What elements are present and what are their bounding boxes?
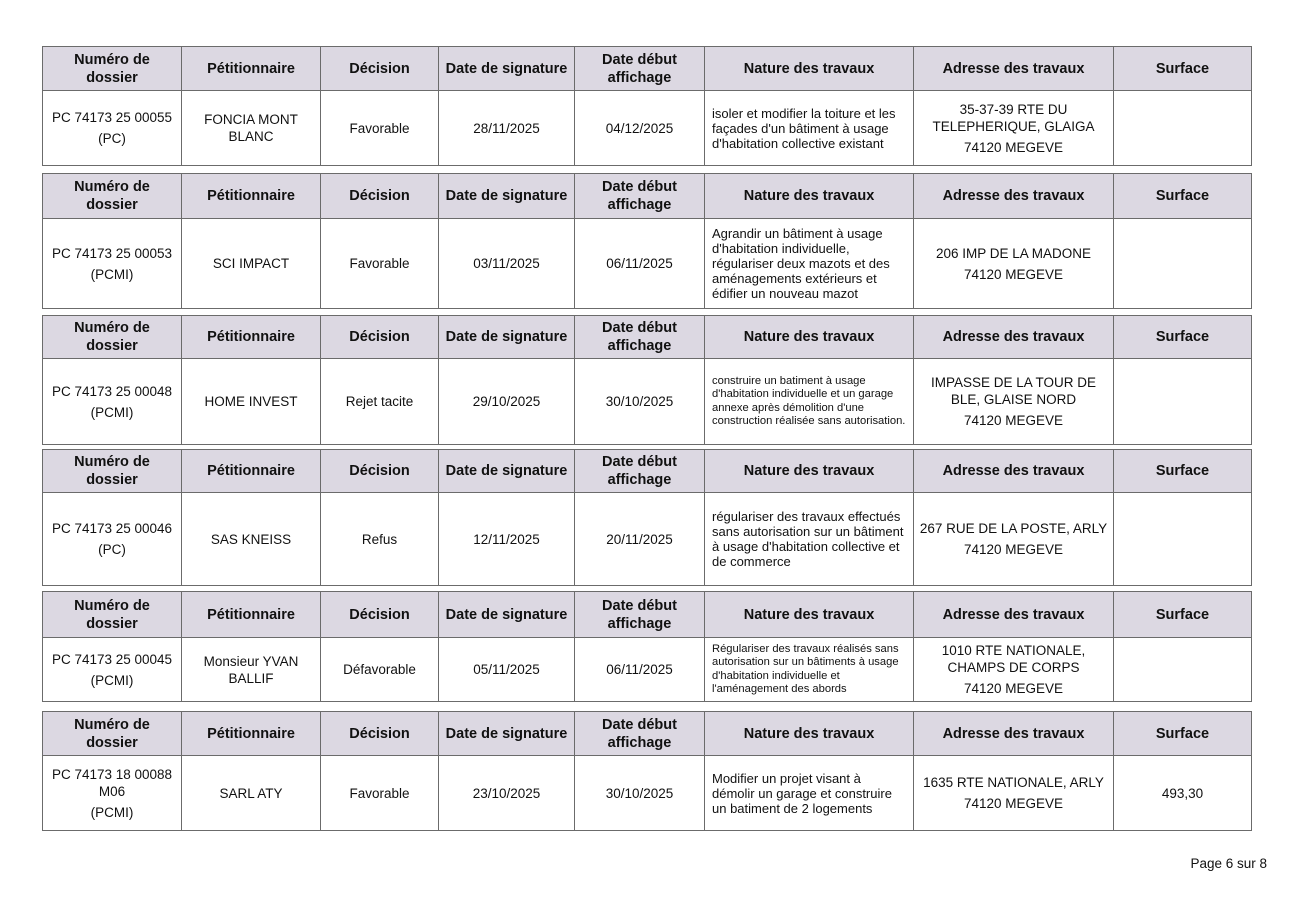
header-surface: Surface	[1114, 712, 1252, 756]
petitionnaire-cell: SARL ATY	[182, 756, 321, 831]
nature-cell: Régulariser des travaux réalisés sans autorisation sur un bâtiments à usage d'habitation individuelle et l'aménagement des abords	[705, 638, 914, 702]
header-surface: Surface	[1114, 316, 1252, 359]
header-dossier: Numéro de dossier	[43, 450, 182, 493]
header-nature: Nature des travaux	[705, 592, 914, 638]
table-row	[43, 638, 1252, 702]
table-row	[43, 756, 1252, 831]
date-affichage-cell: 30/10/2025	[575, 756, 705, 831]
header-surface: Surface	[1114, 450, 1252, 493]
header-petitionnaire: Pétitionnaire	[182, 316, 321, 359]
dossier-type: (PC)	[98, 131, 126, 146]
permit-record-table	[42, 449, 1252, 586]
table-row	[43, 219, 1252, 309]
header-adresse: Adresse des travaux	[914, 174, 1114, 219]
dossier-number: PC 74173 25 00045	[51, 651, 173, 667]
adresse-street: 35-37-39 RTE DU TELEPHERIQUE, GLAIGA	[932, 101, 1095, 134]
dossier-cell	[43, 91, 182, 166]
header-adresse: Adresse des travaux	[914, 47, 1114, 91]
header-date-affichage: Date début affichage	[575, 47, 705, 91]
header-date-signature: Date de signature	[439, 174, 575, 219]
header-row	[43, 316, 1252, 359]
date-signature-cell: 23/10/2025	[439, 756, 575, 831]
decision-cell: Refus	[321, 493, 439, 586]
dossier-cell	[43, 493, 182, 586]
petitionnaire-cell: HOME INVEST	[182, 359, 321, 445]
date-affichage-cell: 30/10/2025	[575, 359, 705, 445]
adresse-cell	[914, 359, 1114, 445]
decision-cell: Rejet tacite	[321, 359, 439, 445]
date-affichage-cell: 06/11/2025	[575, 638, 705, 702]
dossier-cell	[43, 638, 182, 702]
permit-record-table	[42, 591, 1252, 702]
header-date-signature: Date de signature	[439, 712, 575, 756]
header-nature: Nature des travaux	[705, 174, 914, 219]
header-petitionnaire: Pétitionnaire	[182, 174, 321, 219]
date-signature-cell: 12/11/2025	[439, 493, 575, 586]
header-date-signature: Date de signature	[439, 47, 575, 91]
header-dossier: Numéro de dossier	[43, 316, 182, 359]
decision-cell: Favorable	[321, 91, 439, 166]
header-dossier: Numéro de dossier	[43, 712, 182, 756]
header-surface: Surface	[1114, 592, 1252, 638]
dossier-type: (PCMI)	[90, 266, 134, 282]
header-decision: Décision	[321, 592, 439, 638]
nature-cell: Modifier un projet visant à démolir un garage et construire un batiment de 2 logements	[705, 756, 914, 831]
header-adresse: Adresse des travaux	[914, 592, 1114, 638]
adresse-city: 74120 MEGEVE	[963, 266, 1064, 282]
dossier-type: (PCMI)	[90, 804, 134, 820]
nature-cell: isoler et modifier la toiture et les façades d'un bâtiment à usage d'habitation collective existant	[705, 91, 914, 166]
header-date-affichage: Date début affichage	[575, 316, 705, 359]
header-petitionnaire: Pétitionnaire	[182, 712, 321, 756]
surface-cell	[1114, 91, 1252, 166]
header-decision: Décision	[321, 174, 439, 219]
header-date-affichage: Date début affichage	[575, 592, 705, 638]
header-dossier: Numéro de dossier	[43, 174, 182, 219]
header-dossier: Numéro de dossier	[43, 47, 182, 91]
date-affichage-cell: 04/12/2025	[575, 91, 705, 166]
date-affichage-cell: 06/11/2025	[575, 219, 705, 309]
adresse-cell	[914, 493, 1114, 586]
nature-cell: régulariser des travaux effectués sans autorisation sur un bâtiment à usage d'habitation collective et de commerce	[705, 493, 914, 586]
date-signature-cell: 29/10/2025	[439, 359, 575, 445]
adresse-street: IMPASSE DE LA TOUR DE BLE, GLAISE NORD	[930, 375, 1097, 407]
header-adresse: Adresse des travaux	[914, 316, 1114, 359]
header-dossier: Numéro de dossier	[43, 592, 182, 638]
adresse-street: 1010 RTE NATIONALE, CHAMPS DE CORPS	[941, 643, 1086, 675]
surface-cell	[1114, 219, 1252, 309]
date-signature-cell: 28/11/2025	[439, 91, 575, 166]
dossier-number: PC 74173 25 00048	[51, 383, 173, 399]
header-petitionnaire: Pétitionnaire	[182, 450, 321, 493]
adresse-street: 267 RUE DE LA POSTE, ARLY	[919, 521, 1108, 536]
header-row	[43, 450, 1252, 493]
decision-cell: Défavorable	[321, 638, 439, 702]
header-date-affichage: Date début affichage	[575, 712, 705, 756]
date-signature-cell: 03/11/2025	[439, 219, 575, 309]
header-petitionnaire: Pétitionnaire	[182, 47, 321, 91]
permit-record-table	[42, 711, 1252, 831]
adresse-city: 74120 MEGEVE	[963, 796, 1064, 811]
adresse-cell	[914, 756, 1114, 831]
dossier-type: (PC)	[98, 542, 126, 557]
header-decision: Décision	[321, 316, 439, 359]
petitionnaire-cell: SCI IMPACT	[182, 219, 321, 309]
adresse-street: 1635 RTE NATIONALE, ARLY	[923, 775, 1104, 790]
page-number: Page 6 sur 8	[1190, 856, 1267, 871]
header-row	[43, 712, 1252, 756]
petitionnaire-cell: Monsieur YVAN BALLIF	[182, 638, 321, 702]
adresse-cell	[914, 219, 1114, 309]
permit-record-table	[42, 46, 1252, 166]
header-adresse: Adresse des travaux	[914, 450, 1114, 493]
date-signature-cell: 05/11/2025	[439, 638, 575, 702]
dossier-cell	[43, 756, 182, 831]
surface-cell	[1114, 638, 1252, 702]
dossier-number: PC 74173 25 00046	[51, 521, 173, 536]
permit-record-table	[42, 173, 1252, 309]
header-petitionnaire: Pétitionnaire	[182, 592, 321, 638]
nature-cell: construire un batiment à usage d'habitation individuelle et un garage annexe après démolition d'une construction réalisée sans autorisation.	[705, 359, 914, 445]
dossier-type: (PCMI)	[90, 404, 134, 420]
adresse-street: 206 IMP DE LA MADONE	[935, 245, 1092, 261]
adresse-cell	[914, 638, 1114, 702]
header-surface: Surface	[1114, 47, 1252, 91]
petitionnaire-cell: FONCIA MONT BLANC	[182, 91, 321, 166]
petitionnaire-cell: SAS KNEISS	[182, 493, 321, 586]
dossier-number: PC 74173 18 00088 M06	[51, 766, 173, 799]
header-decision: Décision	[321, 47, 439, 91]
surface-cell: 493,30	[1114, 756, 1252, 831]
adresse-city: 74120 MEGEVE	[963, 681, 1064, 696]
adresse-cell	[914, 91, 1114, 166]
header-row	[43, 47, 1252, 91]
nature-cell: Agrandir un bâtiment à usage d'habitation individuelle, régulariser deux mazots et des aménagements extérieurs et édifier un nouveau mazot	[705, 219, 914, 309]
header-row	[43, 592, 1252, 638]
table-row	[43, 91, 1252, 166]
decision-cell: Favorable	[321, 219, 439, 309]
header-nature: Nature des travaux	[705, 712, 914, 756]
permit-record-table	[42, 315, 1252, 445]
dossier-cell	[43, 359, 182, 445]
decision-cell: Favorable	[321, 756, 439, 831]
dossier-number: PC 74173 25 00055	[51, 110, 173, 125]
header-nature: Nature des travaux	[705, 450, 914, 493]
adresse-city: 74120 MEGEVE	[963, 139, 1064, 155]
date-affichage-cell: 20/11/2025	[575, 493, 705, 586]
surface-cell	[1114, 493, 1252, 586]
table-row	[43, 359, 1252, 445]
header-decision: Décision	[321, 712, 439, 756]
header-nature: Nature des travaux	[705, 47, 914, 91]
dossier-type: (PCMI)	[90, 672, 134, 688]
dossier-cell	[43, 219, 182, 309]
header-surface: Surface	[1114, 174, 1252, 219]
header-date-affichage: Date début affichage	[575, 174, 705, 219]
dossier-number: PC 74173 25 00053	[51, 245, 173, 261]
adresse-city: 74120 MEGEVE	[963, 542, 1064, 557]
header-date-signature: Date de signature	[439, 592, 575, 638]
table-row	[43, 493, 1252, 586]
header-decision: Décision	[321, 450, 439, 493]
header-date-signature: Date de signature	[439, 316, 575, 359]
adresse-city: 74120 MEGEVE	[963, 413, 1064, 428]
surface-cell	[1114, 359, 1252, 445]
header-date-affichage: Date début affichage	[575, 450, 705, 493]
header-row	[43, 174, 1252, 219]
header-adresse: Adresse des travaux	[914, 712, 1114, 756]
header-date-signature: Date de signature	[439, 450, 575, 493]
header-nature: Nature des travaux	[705, 316, 914, 359]
